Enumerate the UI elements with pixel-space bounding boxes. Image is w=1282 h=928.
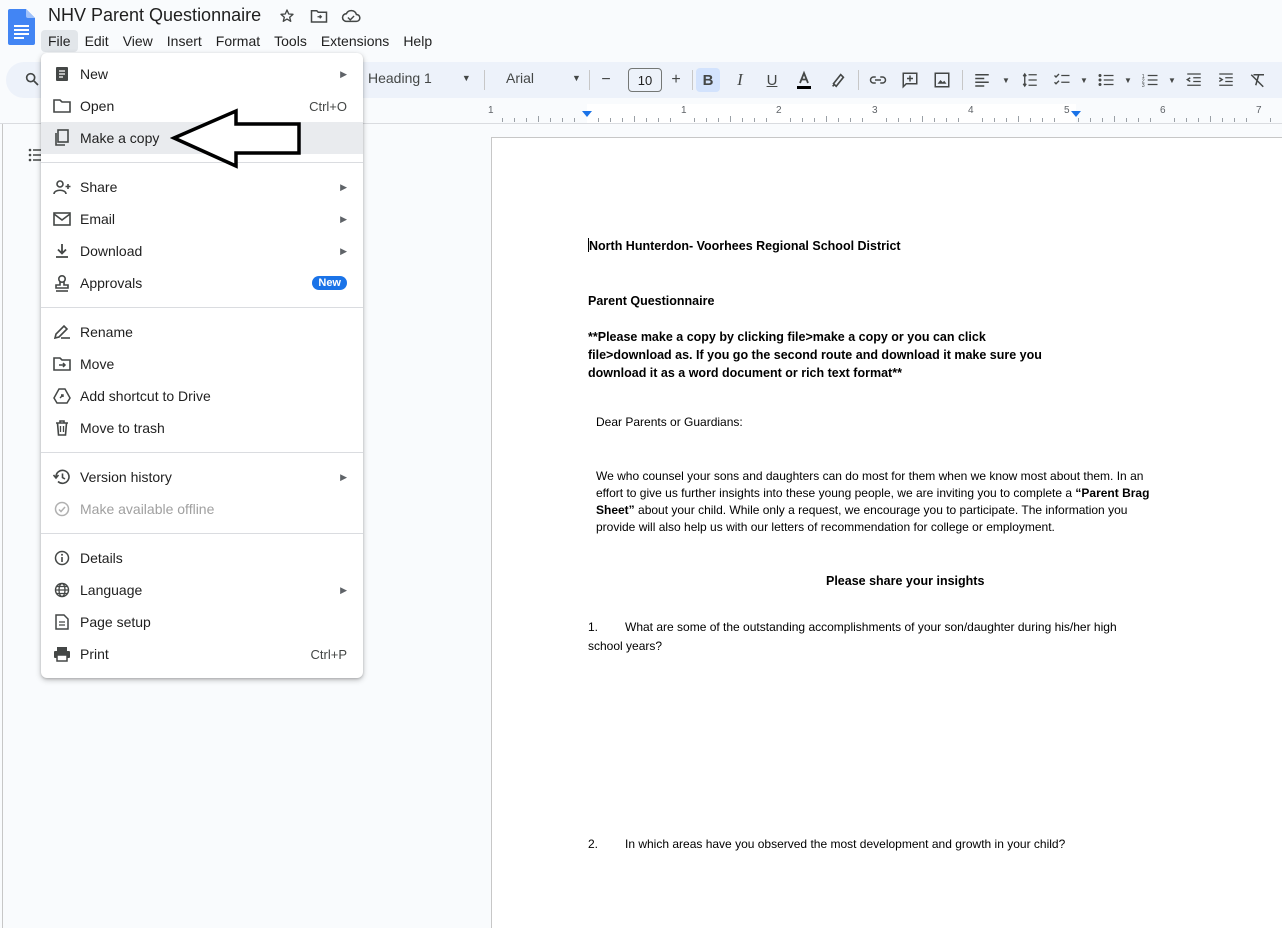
- right-indent-marker[interactable]: [1071, 111, 1081, 117]
- ruler-tick: [1270, 118, 1271, 122]
- ruler-tick: [502, 118, 503, 122]
- menu-item-label: Make available offline: [80, 501, 215, 517]
- ruler-tick: [1018, 116, 1019, 122]
- ruler-tick: [1078, 118, 1079, 122]
- instructions-line-1[interactable]: **Please make a copy by clicking file>make a copy or you can click: [588, 330, 986, 344]
- paragraph-style-dropdown[interactable]: [368, 70, 471, 86]
- paragraph-style-value: Heading 1: [368, 70, 432, 86]
- menu-bar: [41, 30, 439, 52]
- ruler-tick: [754, 118, 755, 122]
- menu-divider: [41, 307, 363, 308]
- copy-icon: [53, 129, 71, 147]
- caret-down-icon: ▼: [461, 73, 471, 83]
- insert-image-icon[interactable]: [930, 68, 954, 92]
- left-indent-marker[interactable]: [582, 111, 592, 117]
- document-title[interactable]: NHV Parent Questionnaire: [48, 5, 262, 25]
- ruler-tick: [1234, 118, 1235, 122]
- menu-tools[interactable]: Tools: [274, 33, 307, 49]
- para-line-2[interactable]: [596, 485, 1149, 502]
- district-text: North Hunterdon- Voorhees Regional School District: [589, 239, 901, 253]
- toolbar-divider: [589, 70, 590, 90]
- file-menu-download[interactable]: [41, 235, 363, 267]
- ruler-tick: [994, 118, 995, 122]
- ruler-tick: [1210, 116, 1211, 122]
- bulleted-caret-down-icon[interactable]: ▼: [1124, 75, 1132, 85]
- file-menu-move[interactable]: [41, 348, 363, 380]
- svg-text:1: 1: [1141, 73, 1145, 80]
- q2-text[interactable]: In which areas have you observed the most development and growth in your child?: [625, 837, 1066, 851]
- ruler-tick: [634, 116, 635, 122]
- greeting[interactable]: Dear Parents or Guardians:: [596, 415, 743, 429]
- ruler-tick: [886, 118, 887, 122]
- para-line-2-text: effort to give us further insights into these young people, we are inviting you to complete a: [596, 486, 1076, 500]
- menu-extensions[interactable]: Extensions: [320, 33, 390, 49]
- ruler-tick: [742, 118, 743, 122]
- star-icon[interactable]: [276, 6, 298, 26]
- page-setup-icon: [53, 613, 71, 631]
- para-line-1[interactable]: We who counsel your sons and daughters can do most for them when we know most about them. In an: [596, 469, 1144, 483]
- submenu-arrow-icon: ▶: [340, 213, 347, 224]
- para-line-4[interactable]: provide will also help us with our letters of recommendation for college or employment.: [596, 520, 1055, 534]
- ruler-tick: [694, 118, 695, 122]
- decrease-indent-icon[interactable]: [1182, 68, 1206, 92]
- district-line[interactable]: [588, 237, 901, 255]
- offline-icon: [53, 500, 71, 518]
- rename-icon: [53, 323, 71, 341]
- menu-item-label: Email: [80, 211, 116, 227]
- ruler-tick: [862, 118, 863, 122]
- align-left-icon[interactable]: [970, 68, 994, 92]
- ruler-tick: [826, 116, 827, 122]
- ruler-tick: [898, 118, 899, 122]
- line-spacing-icon[interactable]: [1018, 68, 1042, 92]
- new-badge: New: [312, 276, 347, 290]
- ruler-tick: [838, 118, 839, 122]
- checklist-icon[interactable]: [1050, 68, 1074, 92]
- ruler-tick: [706, 118, 707, 122]
- menu-item-label: Share: [80, 179, 118, 195]
- font-size-input[interactable]: 10: [628, 68, 662, 92]
- ruler-text-area: [587, 104, 1076, 123]
- align-caret-down-icon[interactable]: ▼: [1002, 75, 1010, 85]
- numbered-list-icon[interactable]: [1138, 68, 1162, 92]
- font-family-value: Arial: [506, 70, 535, 86]
- ruler-label: 6: [1160, 105, 1166, 116]
- ruler-label: 1: [488, 105, 494, 116]
- file-menu-print[interactable]: [41, 638, 363, 670]
- file-menu-page-setup[interactable]: [41, 606, 363, 638]
- ruler-label: 3: [872, 105, 878, 116]
- file-menu-move-to-trash[interactable]: [41, 412, 363, 444]
- menu-item-label: New: [80, 66, 109, 82]
- print-icon: [53, 645, 71, 663]
- ruler-tick: [1246, 118, 1247, 122]
- menu-help[interactable]: Help: [403, 33, 433, 49]
- doc-heading[interactable]: Parent Questionnaire: [588, 294, 715, 308]
- svg-text:3: 3: [1141, 82, 1145, 88]
- bulleted-list-icon[interactable]: [1094, 68, 1118, 92]
- ruler-tick: [1222, 118, 1223, 122]
- para-line-3-text: about your child. While only a request, we encourage you to participate. The information you: [634, 503, 1128, 517]
- globe-icon: [53, 581, 71, 599]
- ruler-tick: [814, 118, 815, 122]
- ruler-tick: [718, 118, 719, 122]
- ruler-tick: [1054, 118, 1055, 122]
- clear-formatting-icon[interactable]: [1246, 68, 1270, 92]
- instructions-line-3[interactable]: download it as a word document or rich text format**: [588, 366, 902, 380]
- ruler-tick: [850, 118, 851, 122]
- trash-icon: [53, 419, 71, 437]
- toolbar-divider: [692, 70, 693, 90]
- toolbar-divider: [962, 70, 963, 90]
- search-menus-icon[interactable]: [24, 71, 40, 92]
- share-heading[interactable]: Please share your insights: [826, 574, 985, 588]
- file-menu-rename[interactable]: [41, 316, 363, 348]
- ruler-tick: [1114, 116, 1115, 122]
- insert-link-icon[interactable]: [866, 68, 890, 92]
- menu-item-label: Add shortcut to Drive: [80, 388, 211, 404]
- ruler-tick: [622, 118, 623, 122]
- ruler-tick: [1186, 118, 1187, 122]
- ruler-tick: [670, 118, 671, 122]
- menu-divider: [41, 533, 363, 534]
- underline-icon[interactable]: U: [766, 71, 778, 89]
- ruler-tick: [646, 118, 647, 122]
- menu-file[interactable]: File: [41, 30, 78, 52]
- toolbar-divider: [484, 70, 485, 90]
- ruler-tick: [922, 116, 923, 122]
- ruler-tick: [1198, 118, 1199, 122]
- menu-item-label: Download: [80, 243, 143, 259]
- ruler-tick: [550, 118, 551, 122]
- ruler-label: 4: [968, 105, 974, 116]
- instructions-line-2[interactable]: file>download as. If you go the second route and download it make sure you: [588, 348, 1042, 362]
- caret-down-icon: ▼: [572, 73, 581, 83]
- menu-item-label: Open: [80, 98, 115, 114]
- ruler-tick: [574, 118, 575, 122]
- app-header: [0, 0, 1282, 58]
- menu-item-label: Print: [80, 646, 109, 662]
- submenu-arrow-icon: ▶: [340, 181, 347, 192]
- annotation-arrow-icon: [170, 108, 304, 170]
- ruler-tick: [790, 118, 791, 122]
- ruler-label: 1: [681, 105, 687, 116]
- menu-edit[interactable]: Edit: [84, 33, 109, 49]
- file-menu-version-history[interactable]: [41, 461, 363, 493]
- menu-item-label: Approvals: [80, 275, 143, 291]
- menu-item-label: Details: [80, 550, 123, 566]
- menu-item-shortcut: Ctrl+P: [310, 646, 347, 662]
- menu-item-label: Language: [80, 582, 143, 598]
- add-comment-icon[interactable]: [898, 68, 922, 92]
- ruler-tick: [1090, 118, 1091, 122]
- q1-line-1[interactable]: What are some of the outstanding accomplishments of your son/daughter during his/her high: [625, 620, 1117, 634]
- ruler-tick: [1126, 118, 1127, 122]
- ruler-tick: [1174, 118, 1175, 122]
- menu-item-label: Make a copy: [80, 130, 160, 146]
- para-line-3[interactable]: [596, 502, 1127, 519]
- increase-indent-icon[interactable]: [1214, 68, 1238, 92]
- ruler-tick: [1006, 118, 1007, 122]
- move-folder-icon: [53, 355, 71, 373]
- share-person-icon: [53, 178, 71, 196]
- ruler-tick: [766, 118, 767, 122]
- ruler-tick: [910, 118, 911, 122]
- font-family-dropdown[interactable]: [506, 70, 581, 86]
- ruler-tick: [934, 118, 935, 122]
- decrease-font-size-icon[interactable]: −: [601, 71, 611, 88]
- bold-icon[interactable]: B: [696, 68, 720, 92]
- ruler-label: 5: [1064, 105, 1070, 116]
- file-menu-approvals[interactable]: [41, 267, 363, 299]
- menu-item-label: Rename: [80, 324, 133, 340]
- ruler-tick: [1150, 118, 1151, 122]
- q1-line-2[interactable]: school years?: [588, 639, 663, 653]
- ruler-tick: [610, 118, 611, 122]
- menu-item-label: Move to trash: [80, 420, 165, 436]
- checklist-caret-down-icon[interactable]: ▼: [1080, 75, 1088, 85]
- file-menu-language[interactable]: [41, 574, 363, 606]
- menu-item-label: Version history: [80, 469, 172, 485]
- sheet-bold: Sheet”: [596, 503, 635, 517]
- ruler-tick: [658, 118, 659, 122]
- ruler-tick: [982, 118, 983, 122]
- ruler-tick: [526, 118, 527, 122]
- ruler-tick: [802, 118, 803, 122]
- ruler-tick: [946, 118, 947, 122]
- ruler-tick: [514, 118, 515, 122]
- menu-divider: [41, 452, 363, 453]
- ruler-tick: [1042, 118, 1043, 122]
- file-menu-share[interactable]: [41, 171, 363, 203]
- download-icon: [53, 242, 71, 260]
- file-menu-add-shortcut-to-drive[interactable]: [41, 380, 363, 412]
- new-doc-icon: [53, 65, 71, 83]
- history-icon: [53, 468, 71, 486]
- toolbar-divider: [858, 70, 859, 90]
- q1-number: 1.: [588, 620, 599, 634]
- drive-shortcut-icon: [53, 387, 71, 405]
- file-menu-email[interactable]: [41, 203, 363, 235]
- file-menu-new[interactable]: [41, 58, 363, 90]
- parent-brag-bold: “Parent Brag: [1075, 486, 1150, 500]
- approvals-icon: [53, 274, 71, 292]
- email-icon: [53, 210, 71, 228]
- svg-text:2: 2: [1141, 78, 1145, 85]
- submenu-arrow-icon: ▶: [340, 584, 347, 595]
- ruler-label: 7: [1256, 105, 1262, 116]
- ruler-tick: [958, 118, 959, 122]
- menu-item-label: Move: [80, 356, 115, 372]
- increase-font-size-icon[interactable]: +: [671, 71, 681, 88]
- q2-number: 2.: [588, 837, 599, 851]
- folder-icon: [53, 97, 71, 115]
- ruler-tick: [1030, 118, 1031, 122]
- numbered-caret-down-icon[interactable]: ▼: [1168, 75, 1176, 85]
- menu-insert[interactable]: Insert: [166, 33, 202, 49]
- menu-format[interactable]: Format: [215, 33, 261, 49]
- docs-logo-icon[interactable]: [8, 9, 35, 45]
- ruler-tick: [562, 118, 563, 122]
- left-panel-edge: [0, 124, 3, 928]
- submenu-arrow-icon: ▶: [340, 471, 347, 482]
- italic-icon[interactable]: I: [737, 70, 743, 89]
- ruler-tick: [730, 116, 731, 122]
- ruler-tick: [598, 118, 599, 122]
- info-icon: [53, 549, 71, 567]
- cloud-status-icon[interactable]: [340, 6, 362, 26]
- ruler-tick: [1102, 118, 1103, 122]
- menu-item-shortcut: Ctrl+O: [309, 98, 347, 114]
- ruler-tick: [1138, 118, 1139, 122]
- file-menu-make-available-offline: [41, 493, 363, 525]
- submenu-arrow-icon: ▶: [340, 245, 347, 256]
- menu-view[interactable]: View: [122, 33, 153, 49]
- ruler-label: 2: [776, 105, 782, 116]
- move-folder-icon[interactable]: [308, 6, 330, 26]
- highlight-color-icon[interactable]: [826, 68, 850, 92]
- submenu-arrow-icon: ▶: [340, 68, 347, 79]
- menu-item-label: Page setup: [80, 614, 151, 630]
- ruler-tick: [538, 116, 539, 122]
- file-menu-details[interactable]: [41, 542, 363, 574]
- text-color-icon[interactable]: [792, 68, 816, 92]
